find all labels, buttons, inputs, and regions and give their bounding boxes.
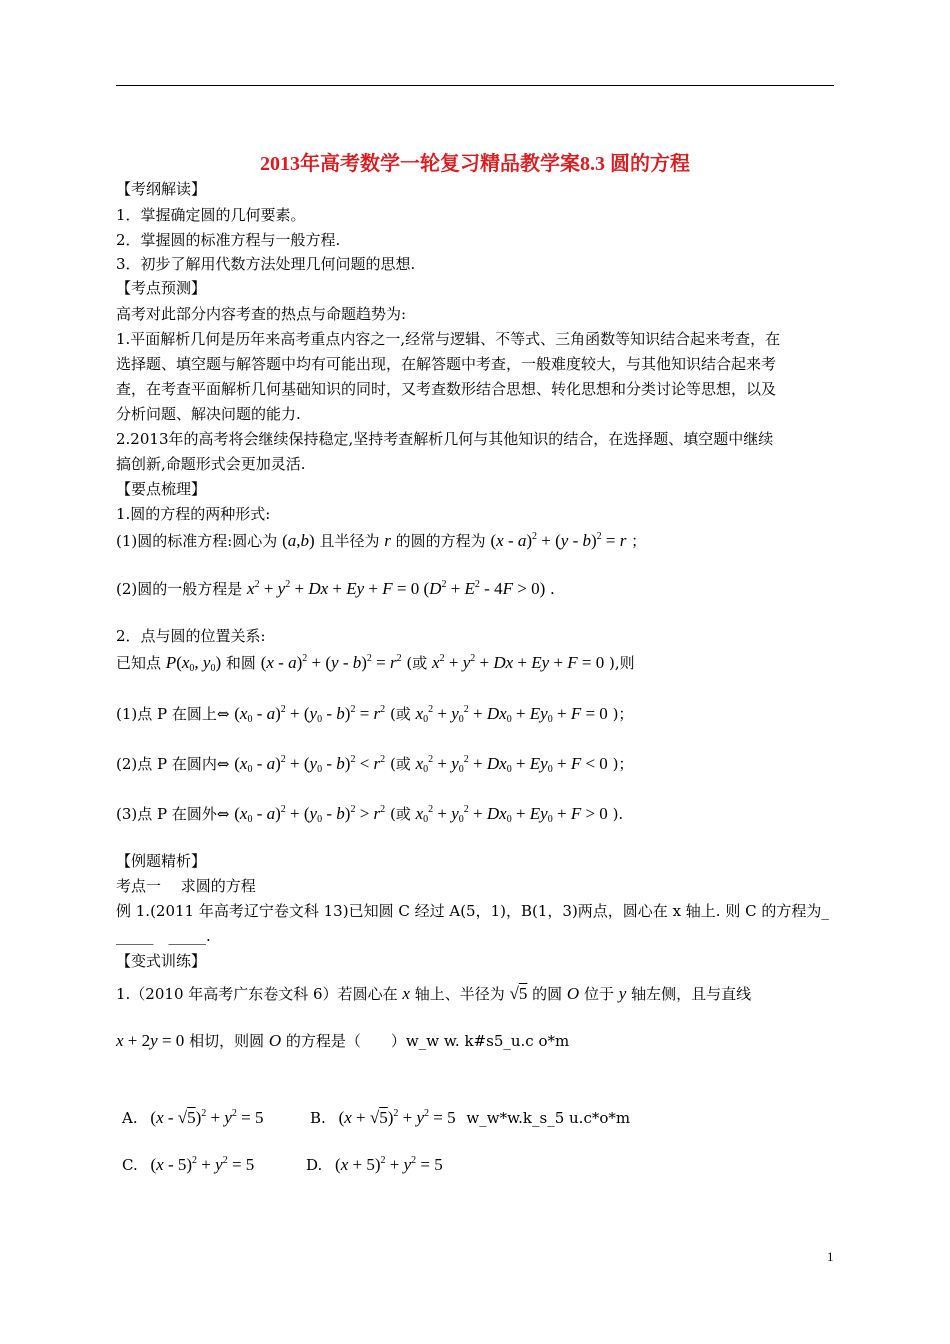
option-d-label: D. (306, 1156, 323, 1174)
point-in-circle-line (116, 753, 633, 775)
exercise-text: 轴左侧，且与直线 (631, 985, 752, 1003)
radius-math: r (384, 531, 391, 550)
option-b-label: B. (310, 1109, 326, 1127)
option-b-math: $(x + √5)^2 + y^2 = 5$ (338, 1108, 456, 1127)
standard-eq-end: ； (631, 532, 647, 550)
option-c-label: C. (122, 1156, 138, 1174)
option-d-math: $(x + 5)^2 + y^2 = 5$ (335, 1155, 443, 1174)
kaodian-p1-line: 分析问题、解决问题的能力. (116, 405, 301, 423)
in-circle-label: (2)点 P 在圆内⇔ (116, 755, 230, 773)
page-title: 2013年高考数学一轮复习精品教学案8.3 圆的方程 (260, 153, 690, 175)
kaogang-item-1: 1．掌握确定圆的几何要素。 (116, 206, 306, 224)
yaodian-line-2: 2．点与圆的位置关系: (116, 627, 266, 645)
point-out-circle-line (116, 803, 623, 825)
kaodian-p1-line: 查，在考查平面解析几何基础知识的同时，又考查数形结合思想、转化思想和分类讨论等思想，以及 (116, 380, 777, 398)
or-label: (或 (389, 805, 411, 823)
point-on-circle-line (116, 703, 633, 725)
circle-label: 和圆 (225, 654, 256, 672)
known-point-line (116, 652, 635, 674)
yaodian-line-1: 1.圆的方程的两种形式: (116, 505, 271, 523)
section-yaodian: 【要点梳理】 (116, 480, 207, 498)
exercise-text: 的方程是（ ）w_w w. k#s5_u.c o*m (285, 1032, 570, 1050)
example-line-2: _____ _____. (116, 927, 211, 945)
kaodian-p1-line: 选择题、填空题与解答题中均有可能出现，在解答题中考查，一般难度较大，与其他知识结合起来考 (116, 355, 777, 373)
option-a-math: $(x - √5)^2 + y^2 = 5$ (150, 1108, 264, 1127)
exercise-text: 轴上、半径为 (414, 985, 505, 1003)
out-circle-end: ). (612, 805, 624, 823)
radius-sqrt5-math: √5 (509, 984, 528, 1003)
circle-o-math: O (566, 984, 580, 1003)
standard-equation-line (116, 530, 646, 551)
known-point-end: ),则 (609, 654, 635, 672)
out-circle-label: (3)点 P 在圆外⇔ (116, 805, 230, 823)
section-kaogang: 【考纲解读】 (116, 180, 207, 198)
kaodian-intro: 高考对此部分内容考查的热点与命题趋势为: (116, 305, 407, 323)
standard-equation-math: (x - a)$^2$ + (y - b)$^2$ = r (490, 531, 627, 550)
option-b (310, 1108, 630, 1128)
option-c-math: $(x - 5)^2 + y^2 = 5$ (150, 1155, 255, 1174)
general-equation-math: $x^2 + y^2 + Dx + Ey + F = 0$ $(D^2 + E^2 - 4F > 0)$ (247, 579, 546, 598)
section-liti: 【例题精析】 (116, 852, 207, 870)
section-kaodian: 【考点预测】 (116, 279, 207, 297)
out-circle-std-math: $(x_0 - a)^2 + (y_0 - b)^2 > r^2$ (234, 804, 386, 825)
kaodian-p2-line: 2.2013年的高考将会继续保持稳定,坚持考查解析几何与其他知识的结合，在选择题、填空题中继续 (116, 430, 774, 448)
example-topic: 考点一 求圆的方程 (116, 877, 256, 895)
on-circle-gen-math: $x_0^2 + y_0^2 + Dx_0 + Ey_0 + F = 0$ (415, 704, 608, 725)
page-number: 1 (827, 1249, 834, 1264)
known-point-label: 已知点 (116, 654, 162, 672)
in-circle-std-math: $(x_0 - a)^2 + (y_0 - b)^2 < r^2$ (234, 754, 386, 775)
circle-gen-math: $x^2 + y^2 + Dx + Ey + F = 0$ (432, 653, 605, 672)
watermark-text: w_w*w.k_s_5 u.c*o*m (466, 1109, 631, 1127)
example-line-1: 例 1.(2011 年高考辽宁卷文科 13)已知圆 C 经过 A(5，1)，B(1，3)两点，圆心在 x 轴上. 则 C 的方程为_ (116, 902, 829, 920)
y-axis-math: y (618, 984, 627, 1003)
center-math: (a,b) (282, 531, 315, 550)
x-axis-math: x (402, 984, 410, 1003)
tangent-line-math: x + 2y = 0 (116, 1031, 185, 1050)
general-equation-line (116, 578, 555, 599)
circle-std-math: $(x - a)^2 + (y - b)^2 = r^2$ (260, 653, 402, 672)
or-label: (或 (389, 705, 411, 723)
or-label: (或 (389, 755, 411, 773)
option-a (122, 1108, 264, 1128)
header-rule (116, 85, 834, 86)
general-eq-label: (2)圆的一般方程是 (116, 580, 243, 598)
exercise-text: 位于 (583, 985, 614, 1003)
exercise-text: 1.（2010 年高考广东卷文科 6）若圆心在 (116, 985, 398, 1003)
on-circle-label: (1)点 P 在圆上⇔ (116, 705, 230, 723)
circle-o-math: O (268, 1031, 282, 1050)
option-c (122, 1155, 254, 1175)
exercise-line-1 (116, 983, 751, 1004)
general-eq-end: . (550, 580, 555, 598)
option-a-label: A. (122, 1109, 138, 1127)
on-circle-std-math: $(x_0 - a)^2 + (y_0 - b)^2 = r^2$ (234, 704, 386, 725)
out-circle-gen-math: $x_0^2 + y_0^2 + Dx_0 + Ey_0 + F > 0$ (415, 804, 608, 825)
exercise-text: 的圆 (532, 985, 563, 1003)
or-label: (或 (406, 654, 428, 672)
option-d (306, 1155, 443, 1175)
equation-label: 的圆的方程为 (395, 532, 486, 550)
section-bianshi: 【变式训练】 (116, 952, 207, 970)
point-math: $P(x_0$, $y_0$) (165, 653, 222, 674)
on-circle-end: )； (612, 705, 634, 723)
kaogang-item-3: 3．初步了解用代数方法处理几何问题的思想. (116, 255, 416, 273)
in-circle-end: )； (612, 755, 634, 773)
kaodian-p2-line: 搞创新,命题形式会更加灵活. (116, 455, 306, 473)
standard-eq-label: (1)圆的标准方程:圆心为 (116, 532, 278, 550)
kaodian-p1-line: 1.平面解析几何是历年来高考重点内容之一,经常与逻辑、不等式、三角函数等知识结合起来考查，在 (116, 330, 781, 348)
in-circle-gen-math: $x_0^2 + y_0^2 + Dx_0 + Ey_0 + F < 0$ (415, 754, 608, 775)
radius-label: 且半径为 (319, 532, 380, 550)
exercise-text: 相切，则圆 (189, 1032, 265, 1050)
kaogang-item-2: 2．掌握圆的标准方程与一般方程. (116, 231, 341, 249)
exercise-line-2 (116, 1030, 569, 1051)
